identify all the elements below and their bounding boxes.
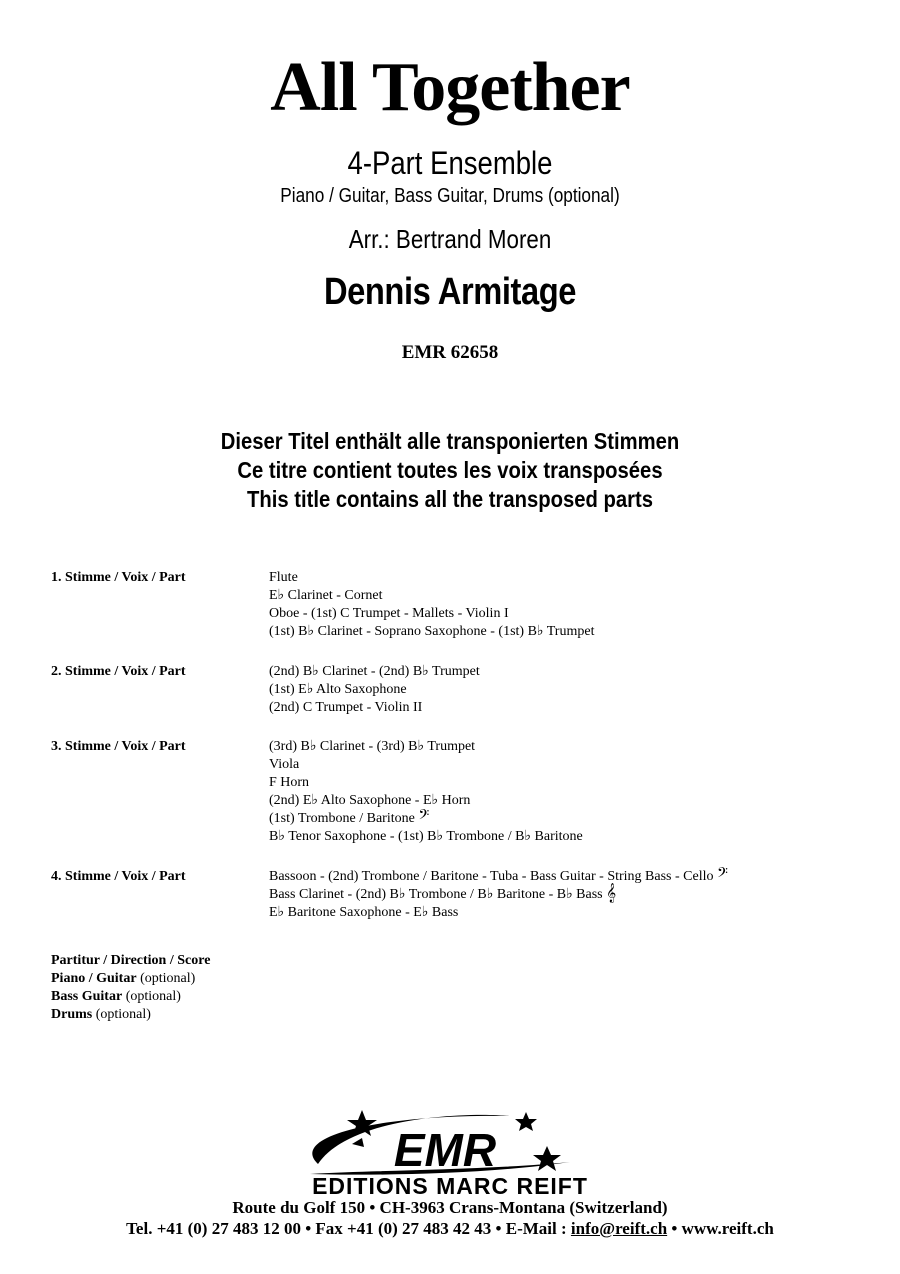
page-title: All Together <box>270 49 630 126</box>
composer-name: Dennis Armitage <box>323 271 577 313</box>
instrument-text: (1st) Trombone / Baritone <box>269 811 415 826</box>
website-text: • www.reift.ch <box>667 1219 774 1238</box>
treble-clef-icon: 𝄞 <box>606 883 617 903</box>
instrument-line: (2nd) C Trumpet - Violin II <box>269 700 423 715</box>
logo-text: EMR <box>393 1124 497 1176</box>
instrument-line <box>269 883 728 904</box>
contact-text: Tel. +41 (0) 27 483 12 00 • Fax +41 (0) 27 483 42 43 • E-Mail : <box>126 1219 571 1238</box>
instrument-line <box>269 807 583 828</box>
piano-label: Piano / Guitar <box>51 971 137 986</box>
instrument-line: (1st) B♭ Clarinet - Soprano Saxophone - (1st) B♭ Trumpet <box>269 624 595 639</box>
instrument-line: (2nd) E♭ Alto Saxophone - E♭ Horn <box>269 793 471 808</box>
ensemble-subtitle: 4-Part Ensemble <box>347 145 553 181</box>
part-instruments-4 <box>269 865 728 922</box>
optional-note: (optional) <box>95 1007 151 1022</box>
drums-label: Drums <box>51 1007 93 1022</box>
score-label: Partitur / Direction / Score <box>51 953 211 968</box>
publisher-name: EDITIONS MARC REIFT <box>312 1173 588 1196</box>
part-label-3: 3. Stimme / Voix / Part <box>51 739 186 754</box>
instrument-line: E♭ Baritone Saxophone - E♭ Bass <box>269 905 459 920</box>
instrument-line: E♭ Clarinet - Cornet <box>269 588 383 603</box>
bass-clef-icon: 𝄢 <box>418 807 430 827</box>
instrument-line: (3rd) B♭ Clarinet - (3rd) B♭ Trumpet <box>269 739 476 754</box>
optional-note: (optional) <box>140 971 196 986</box>
part-label-4: 4. Stimme / Voix / Part <box>51 869 186 884</box>
instrument-line: B♭ Tenor Saxophone - (1st) B♭ Trombone / B♭ Baritone <box>269 829 583 844</box>
arranger-line: Arr.: Bertrand Moren <box>348 224 552 254</box>
bass-clef-icon: 𝄢 <box>717 865 728 885</box>
part-label-2: 2. Stimme / Voix / Part <box>51 664 186 679</box>
notice-english: This title contains all the transposed parts <box>246 486 654 512</box>
part-instruments-1 <box>269 569 594 641</box>
instrument-text: Bass Clarinet - (2nd) B♭ Trombone / B♭ Baritone - B♭ Bass <box>269 887 603 902</box>
instrument-line: Flute <box>269 570 298 585</box>
part-instruments-2 <box>269 663 480 717</box>
publisher-address: Route du Golf 150 • CH-3963 Crans-Montana (Switzerland) <box>232 1198 668 1217</box>
extras-list <box>51 952 210 1024</box>
instrument-line: Oboe - (1st) C Trumpet - Mallets - Violin I <box>269 606 509 621</box>
publisher-contact <box>0 1218 900 1240</box>
publisher-logo <box>240 1104 660 1196</box>
part-label-1: 1. Stimme / Voix / Part <box>51 570 186 585</box>
star-icon <box>533 1146 561 1171</box>
instrument-text: Bassoon - (2nd) Trombone / Baritone - Tuba - Bass Guitar - String Bass - Cello <box>269 869 714 884</box>
instrument-line: (2nd) B♭ Clarinet - (2nd) B♭ Trumpet <box>269 664 480 679</box>
part-instruments-3 <box>269 738 583 846</box>
notice-french: Ce titre contient toutes les voix transposées <box>237 457 663 483</box>
star-icon <box>515 1112 537 1131</box>
instrument-line: (1st) E♭ Alto Saxophone <box>269 682 407 697</box>
optional-note: (optional) <box>125 989 181 1004</box>
catalog-number: EMR 62658 <box>401 342 499 363</box>
instrument-line: Viola <box>269 757 300 772</box>
bass-label: Bass Guitar <box>51 989 123 1004</box>
notice-german: Dieser Titel enthält alle transponierten Stimmen <box>220 428 680 454</box>
instrument-line: F Horn <box>269 775 310 790</box>
instrument-line <box>269 865 728 886</box>
instrumentation-line: Piano / Guitar, Bass Guitar, Drums (optional) <box>280 185 620 207</box>
email-link[interactable]: info@reift.ch <box>570 1219 668 1238</box>
star-icon <box>352 1138 364 1147</box>
